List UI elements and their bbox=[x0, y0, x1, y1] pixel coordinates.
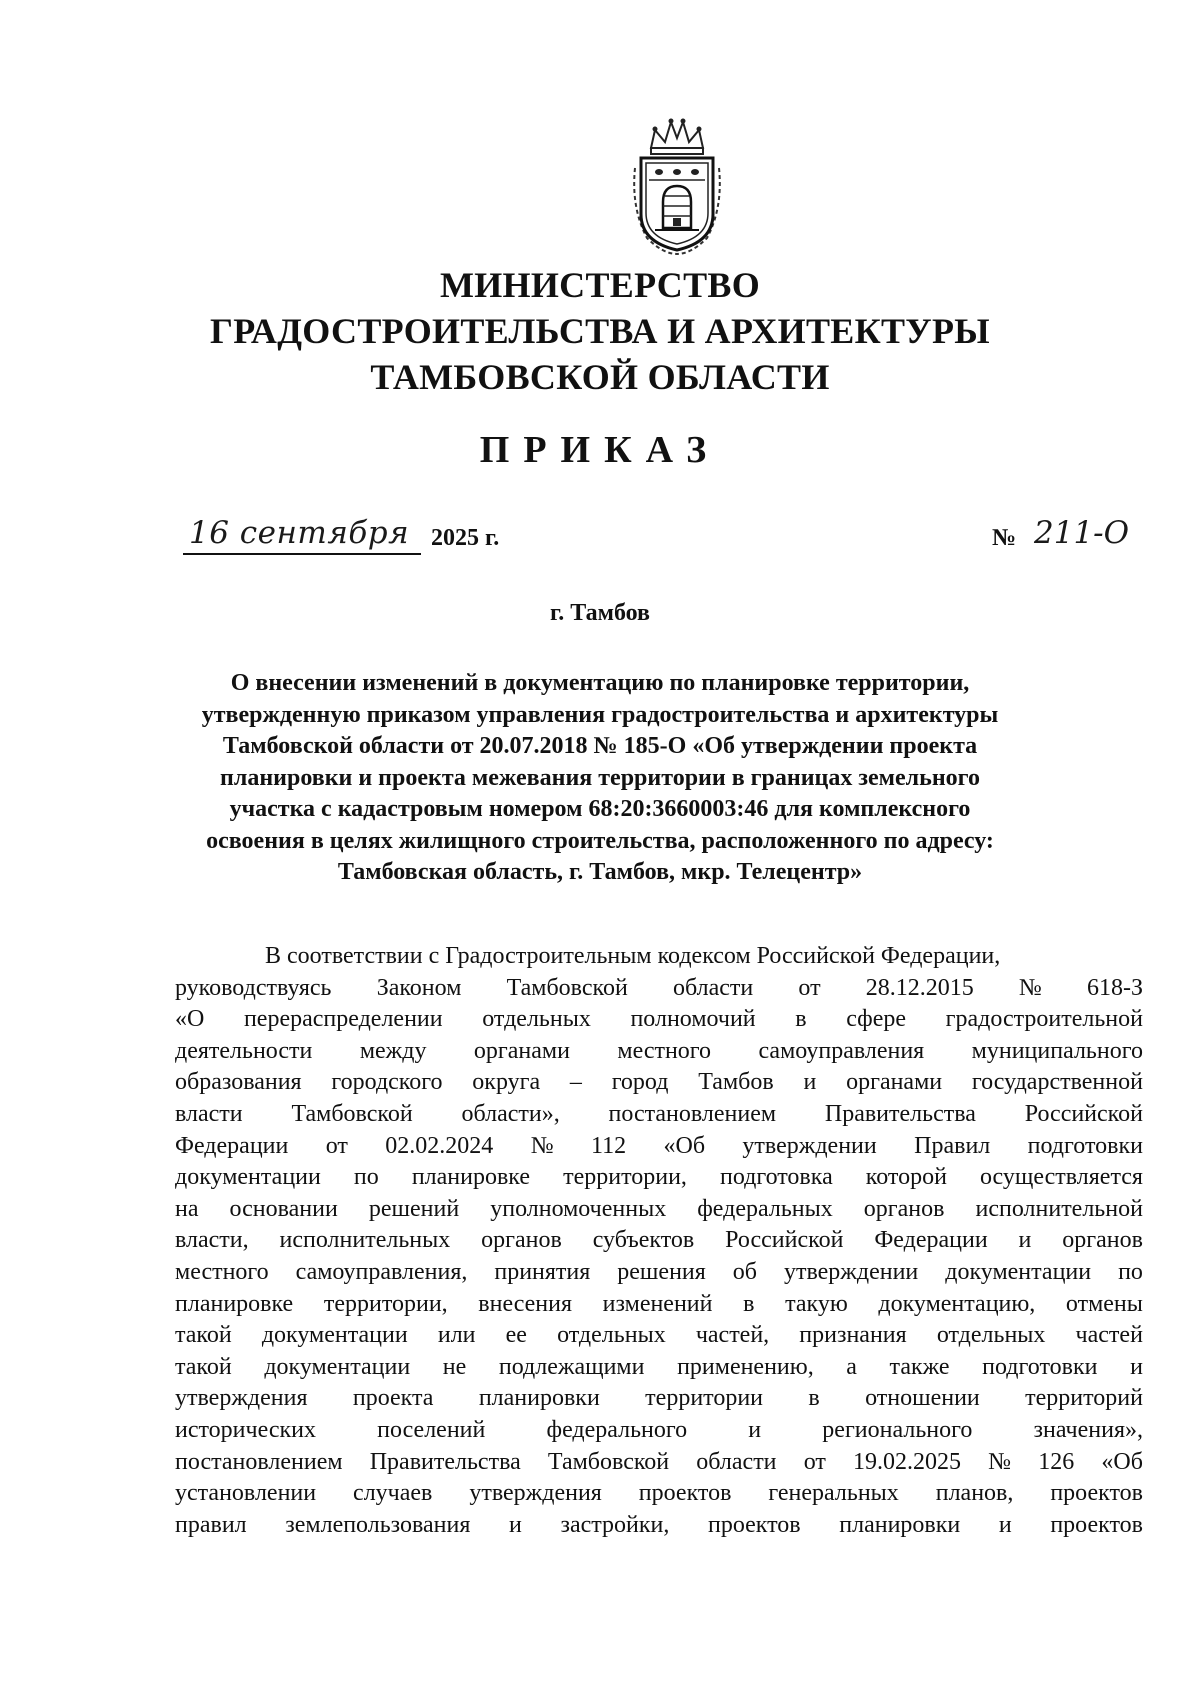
body-word: и bbox=[803, 1069, 817, 1096]
body-word: поселений bbox=[377, 1416, 486, 1443]
body-word: органов bbox=[481, 1227, 562, 1254]
body-word: внесения bbox=[478, 1290, 573, 1317]
body-word: перераспределении bbox=[243, 1006, 443, 1033]
body-word: планировки bbox=[839, 1511, 961, 1538]
body-word: территории, bbox=[563, 1164, 687, 1191]
body-word: по bbox=[353, 1164, 379, 1191]
body-word: которой bbox=[865, 1164, 947, 1191]
ministry-line-2: ГРАДОСТРОИТЕЛЬСТВА И АРХИТЕКТУРЫ bbox=[210, 311, 990, 351]
body-word: и bbox=[748, 1416, 762, 1443]
body-word: подготовки bbox=[1027, 1132, 1143, 1159]
subject-line: О внесении изменений в документацию по планировке территории, bbox=[230, 670, 970, 696]
order-subject bbox=[150, 668, 1050, 889]
body-word: отдельных bbox=[557, 1322, 666, 1349]
body-line bbox=[175, 1352, 1143, 1384]
body-word: отношении bbox=[865, 1385, 980, 1412]
date-underline bbox=[183, 553, 421, 555]
ministry-line-3: ТАМБОВСКОЙ ОБЛАСТИ bbox=[370, 357, 830, 397]
body-word: такую bbox=[785, 1290, 848, 1317]
body-word: проектов bbox=[1050, 1480, 1143, 1507]
body-word: самоуправления bbox=[758, 1037, 925, 1064]
body-word: решений bbox=[368, 1195, 460, 1222]
body-word: планировке bbox=[411, 1164, 531, 1191]
number-sign: № bbox=[992, 525, 1017, 551]
body-word: по bbox=[1118, 1258, 1143, 1285]
body-word: градостроительной bbox=[945, 1006, 1143, 1033]
order-title: ПРИКАЗ bbox=[479, 429, 721, 471]
body-word: территорий bbox=[1025, 1385, 1143, 1412]
body-word: установлении bbox=[175, 1480, 317, 1507]
body-word: и bbox=[509, 1511, 522, 1538]
body-word: также bbox=[889, 1353, 950, 1380]
body-word: документацию, bbox=[878, 1290, 1036, 1317]
body-word: субъектов bbox=[592, 1227, 695, 1254]
handwritten-number: 211-О bbox=[1034, 515, 1130, 551]
body-word: землепользования bbox=[285, 1511, 471, 1538]
body-word: постановлением bbox=[608, 1100, 777, 1127]
body-word: 126 bbox=[1038, 1448, 1075, 1475]
body-word: такой bbox=[175, 1353, 232, 1380]
body-word: от bbox=[325, 1132, 348, 1159]
body-word: от bbox=[798, 974, 821, 1001]
body-word: в bbox=[743, 1290, 755, 1317]
body-line bbox=[175, 1257, 1143, 1289]
subject-line: участка с кадастровым номером 68:20:3660003:46 для комплексного bbox=[229, 796, 971, 822]
body-word: федеральных bbox=[697, 1195, 833, 1222]
body-word: решения bbox=[617, 1258, 706, 1285]
subject-line: утвержденную приказом управления градостроительства и архитектуры bbox=[201, 701, 999, 728]
body-word: органов bbox=[1062, 1227, 1143, 1254]
body-word: документации bbox=[945, 1258, 1092, 1285]
body-word: местного bbox=[617, 1037, 712, 1064]
body-word: принятия bbox=[494, 1258, 591, 1285]
body-line bbox=[175, 1320, 1143, 1352]
body-word: а bbox=[846, 1353, 857, 1380]
body-word: регионального bbox=[822, 1416, 973, 1443]
body-word: 02.02.2024 bbox=[385, 1132, 494, 1159]
body-word: городского bbox=[331, 1069, 443, 1096]
body-word: частей, bbox=[695, 1322, 770, 1349]
body-line bbox=[175, 1194, 1143, 1226]
body-word: территории bbox=[645, 1385, 764, 1412]
body-word: руководствуясь bbox=[175, 974, 332, 1001]
body-word: органов bbox=[863, 1195, 945, 1222]
body-word: проектов bbox=[1050, 1511, 1143, 1538]
body-word: утверждении bbox=[742, 1132, 877, 1159]
body-word: области bbox=[696, 1448, 777, 1475]
date-year: 2025 г. bbox=[431, 525, 500, 551]
body-word: между bbox=[359, 1037, 427, 1064]
body-word: планировке bbox=[175, 1290, 294, 1317]
ministry-header bbox=[150, 262, 1050, 400]
handwritten-date: 16 сентября bbox=[189, 515, 410, 551]
body-word: исполнительной bbox=[975, 1195, 1143, 1222]
body-word: Законом bbox=[376, 974, 462, 1001]
body-line bbox=[175, 1510, 1143, 1542]
body-line bbox=[175, 973, 1143, 1005]
body-word: отдельных bbox=[482, 1006, 591, 1033]
body-word: Правительства bbox=[369, 1448, 521, 1475]
body-word: от bbox=[803, 1448, 826, 1475]
body-word: 19.02.2025 bbox=[853, 1448, 962, 1475]
body-word: изменений bbox=[602, 1290, 713, 1317]
tambov-coat-of-arms-icon bbox=[629, 118, 725, 256]
body-word: власти, bbox=[175, 1227, 249, 1254]
body-word: полномочий bbox=[630, 1006, 756, 1033]
body-word: «О bbox=[175, 1006, 205, 1033]
body-word: муниципального bbox=[971, 1037, 1143, 1064]
subject-line: планировки и проекта межевания территории в границах земельного bbox=[220, 764, 980, 791]
body-line bbox=[175, 1036, 1143, 1068]
subject-line: Тамбовской области от 20.07.2018 № 185-О «Об утверждении проекта bbox=[222, 733, 978, 759]
body-word: случаев bbox=[353, 1480, 433, 1507]
body-word: подготовка bbox=[719, 1164, 833, 1191]
body-word: Российской bbox=[725, 1227, 844, 1254]
body-word: округа bbox=[472, 1069, 541, 1096]
body-word: на bbox=[175, 1195, 199, 1222]
body-word: сфере bbox=[846, 1006, 907, 1033]
body-word: государственной bbox=[971, 1069, 1143, 1096]
order-body bbox=[175, 941, 1143, 1541]
body-word: документации bbox=[175, 1164, 321, 1191]
body-word: Федерации bbox=[874, 1227, 988, 1254]
body-line bbox=[175, 1415, 1143, 1447]
body-word: подготовки bbox=[982, 1353, 1098, 1380]
body-word: Тамбовской bbox=[547, 1448, 670, 1475]
body-word: № bbox=[1018, 974, 1042, 1001]
body-word: исполнительных bbox=[279, 1227, 451, 1254]
body-word: «Об bbox=[663, 1132, 706, 1159]
body-word: Правительства bbox=[824, 1100, 976, 1127]
body-word: об bbox=[732, 1258, 757, 1285]
body-word: 28.12.2015 bbox=[865, 974, 974, 1001]
body-word: отмены bbox=[1065, 1290, 1143, 1317]
body-word: проектов bbox=[708, 1511, 801, 1538]
body-word: или bbox=[437, 1322, 476, 1349]
body-word: деятельности bbox=[175, 1037, 313, 1064]
body-word: и bbox=[998, 1511, 1012, 1538]
subject-line: освоения в целях жилищного строительства, расположенного по адресу: bbox=[206, 827, 994, 854]
body-word: Российской bbox=[1024, 1100, 1143, 1127]
body-line bbox=[175, 1131, 1143, 1163]
order-date bbox=[183, 515, 513, 563]
body-word: применению, bbox=[677, 1353, 814, 1380]
body-word: образования bbox=[175, 1069, 302, 1096]
body-word: самоуправления, bbox=[295, 1258, 468, 1285]
body-line-text: В соответствии с Градостроительным кодексом Российской Федерации, bbox=[265, 943, 1001, 969]
body-word: такой bbox=[175, 1322, 232, 1349]
body-word: 112 bbox=[590, 1132, 627, 1159]
body-word: осуществляется bbox=[979, 1164, 1143, 1191]
body-word: Тамбов bbox=[698, 1069, 774, 1096]
body-word: подлежащими bbox=[498, 1353, 645, 1380]
body-word: утверждения bbox=[469, 1480, 602, 1507]
body-word: планировки bbox=[478, 1385, 600, 1412]
body-word: город bbox=[611, 1069, 669, 1096]
body-line bbox=[175, 1099, 1143, 1131]
body-word: документации bbox=[264, 1353, 411, 1380]
body-word: № bbox=[988, 1448, 1012, 1475]
body-word: местного bbox=[175, 1258, 269, 1285]
city: г. Тамбов bbox=[550, 600, 650, 626]
body-line bbox=[175, 1383, 1143, 1415]
body-word: Федерации bbox=[175, 1132, 289, 1159]
body-line bbox=[175, 1478, 1143, 1510]
body-line bbox=[175, 1004, 1143, 1036]
body-word: застройки, bbox=[560, 1511, 670, 1538]
body-word: признания bbox=[799, 1322, 907, 1349]
body-word: Тамбовской bbox=[291, 1100, 413, 1127]
body-line bbox=[175, 1447, 1143, 1479]
body-word: отдельных bbox=[936, 1322, 1046, 1349]
body-word: и bbox=[1130, 1353, 1143, 1380]
body-line bbox=[175, 1225, 1143, 1257]
body-word: «Об bbox=[1101, 1448, 1143, 1475]
body-word: проектов bbox=[638, 1480, 732, 1507]
body-word: № bbox=[530, 1132, 554, 1159]
body-word: Правил bbox=[914, 1132, 991, 1159]
body-word: и bbox=[1018, 1227, 1032, 1254]
body-word: правил bbox=[175, 1511, 247, 1538]
body-line bbox=[175, 941, 1143, 973]
body-word: уполномоченных bbox=[490, 1195, 667, 1222]
body-word: 618-З bbox=[1086, 974, 1143, 1001]
body-word: документации bbox=[261, 1322, 408, 1349]
order-number bbox=[992, 515, 1132, 563]
body-word: проекта bbox=[352, 1385, 434, 1412]
body-word: основании bbox=[229, 1195, 338, 1222]
body-word: власти bbox=[175, 1100, 243, 1127]
body-line bbox=[175, 1067, 1143, 1099]
body-word: территории, bbox=[323, 1290, 448, 1317]
body-word: органами bbox=[846, 1069, 943, 1096]
body-word: утверждении bbox=[783, 1258, 919, 1285]
body-word: ее bbox=[505, 1322, 527, 1349]
body-word: федерального bbox=[546, 1416, 688, 1443]
body-word: в bbox=[795, 1006, 807, 1033]
body-word: Тамбовской bbox=[506, 974, 628, 1001]
body-word: – bbox=[569, 1069, 582, 1096]
body-word: генеральных bbox=[768, 1480, 899, 1507]
body-line bbox=[175, 1162, 1143, 1194]
body-word: планов, bbox=[935, 1480, 1014, 1507]
body-word: значения», bbox=[1033, 1416, 1143, 1443]
body-word: утверждения bbox=[175, 1385, 308, 1412]
body-word: в bbox=[808, 1385, 820, 1412]
body-word: исторических bbox=[175, 1416, 316, 1443]
body-word: области», bbox=[461, 1100, 560, 1127]
body-word: постановлением bbox=[175, 1448, 343, 1475]
subject-line: Тамбовская область, г. Тамбов, мкр. Телецентр» bbox=[337, 859, 863, 885]
body-word: частей bbox=[1075, 1322, 1143, 1349]
body-word: области bbox=[672, 974, 754, 1001]
body-line bbox=[175, 1289, 1143, 1321]
ministry-line-1: МИНИСТЕРСТВО bbox=[439, 265, 761, 305]
body-word: не bbox=[442, 1353, 467, 1380]
body-word: органами bbox=[473, 1037, 570, 1064]
